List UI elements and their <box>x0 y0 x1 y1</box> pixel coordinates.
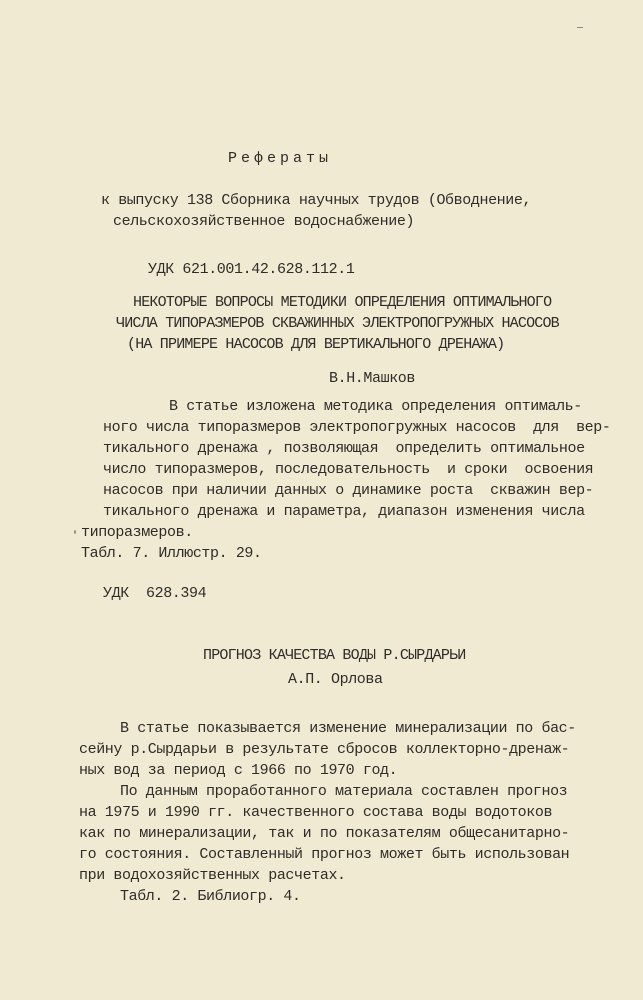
scan-mark <box>577 27 583 28</box>
article2-body-line-7: го состояния. Составленный прогноз может быть использован <box>79 846 570 863</box>
article2-author: А.П. Орлова <box>288 671 383 688</box>
udk-1: УДК 621.001.42.628.112.1 <box>148 261 355 278</box>
article1-title-line-3: (НА ПРИМЕРЕ НАСОСОВ ДЛЯ ВЕРТИКАЛЬНОГО ДРЕНАЖА) <box>127 336 505 353</box>
article1-footnote: Табл. 7. Иллюстр. 29. <box>81 545 262 562</box>
article1-body-line-6: тикального дренажа и параметра, диапазон изменения числа <box>103 503 585 520</box>
article1-title-line-2: ЧИСЛА ТИПОРАЗМЕРОВ СКВАЖИННЫХ ЭЛЕКТРОПОГРУЖНЫХ НАСОСОВ <box>116 315 559 332</box>
abstracts-title: Рефераты <box>228 150 333 167</box>
article1-body-line-1: В статье изложена методика определения оптималь- <box>169 398 582 415</box>
article2-title: ПРОГНОЗ КАЧЕСТВА ВОДЫ Р.СЫРДАРЬИ <box>203 647 466 664</box>
article2-body-line-3: ных вод за период с 1966 по 1970 год. <box>79 762 398 779</box>
article2-footnote: Табл. 2. Библиогр. 4. <box>120 888 301 905</box>
article2-body-line-6: как по минерализации, так и по показателям общесанитарно- <box>79 825 570 842</box>
article2-body-line-8: при водохозяйственных расчетах. <box>79 867 346 884</box>
subtitle-line-1: к выпуску 138 Сборника научных трудов (Обводнение, <box>101 192 532 209</box>
article1-author: В.Н.Машков <box>329 370 416 387</box>
subtitle-line-2: сельскохозяйственное водоснабжение) <box>113 213 415 230</box>
article2-body-line-5: на 1975 и 1990 гг. качественного состава воды водотоков <box>79 804 553 821</box>
udk-2: УДК 628.394 <box>103 585 207 602</box>
article1-body-line-2: ного числа типоразмеров электропогружных насосов для вер- <box>103 419 611 436</box>
article2-body-line-4: По данным проработанного материала составлен прогноз <box>120 783 568 800</box>
article1-body-line-3: тикального дренажа , позволяющая определить оптимальное <box>103 440 585 457</box>
article2-body-line-1: В статье показывается изменение минерализации по бас- <box>120 720 576 737</box>
article1-body-line-5: насосов при наличии данных о динамике роста скважин вер- <box>103 482 594 499</box>
article1-body-line-7: типоразмеров. <box>81 524 193 541</box>
article2-body-line-2: сейну р.Сырдарьи в результате сбросов коллекторно-дренаж- <box>79 741 570 758</box>
article1-body-line-4: число типоразмеров, последовательность и сроки освоения <box>103 461 594 478</box>
ink-dot: ' <box>72 531 79 542</box>
article1-title-line-1: НЕКОТОРЫЕ ВОПРОСЫ МЕТОДИКИ ОПРЕДЕЛЕНИЯ ОПТИМАЛЬНОГО <box>133 294 552 311</box>
